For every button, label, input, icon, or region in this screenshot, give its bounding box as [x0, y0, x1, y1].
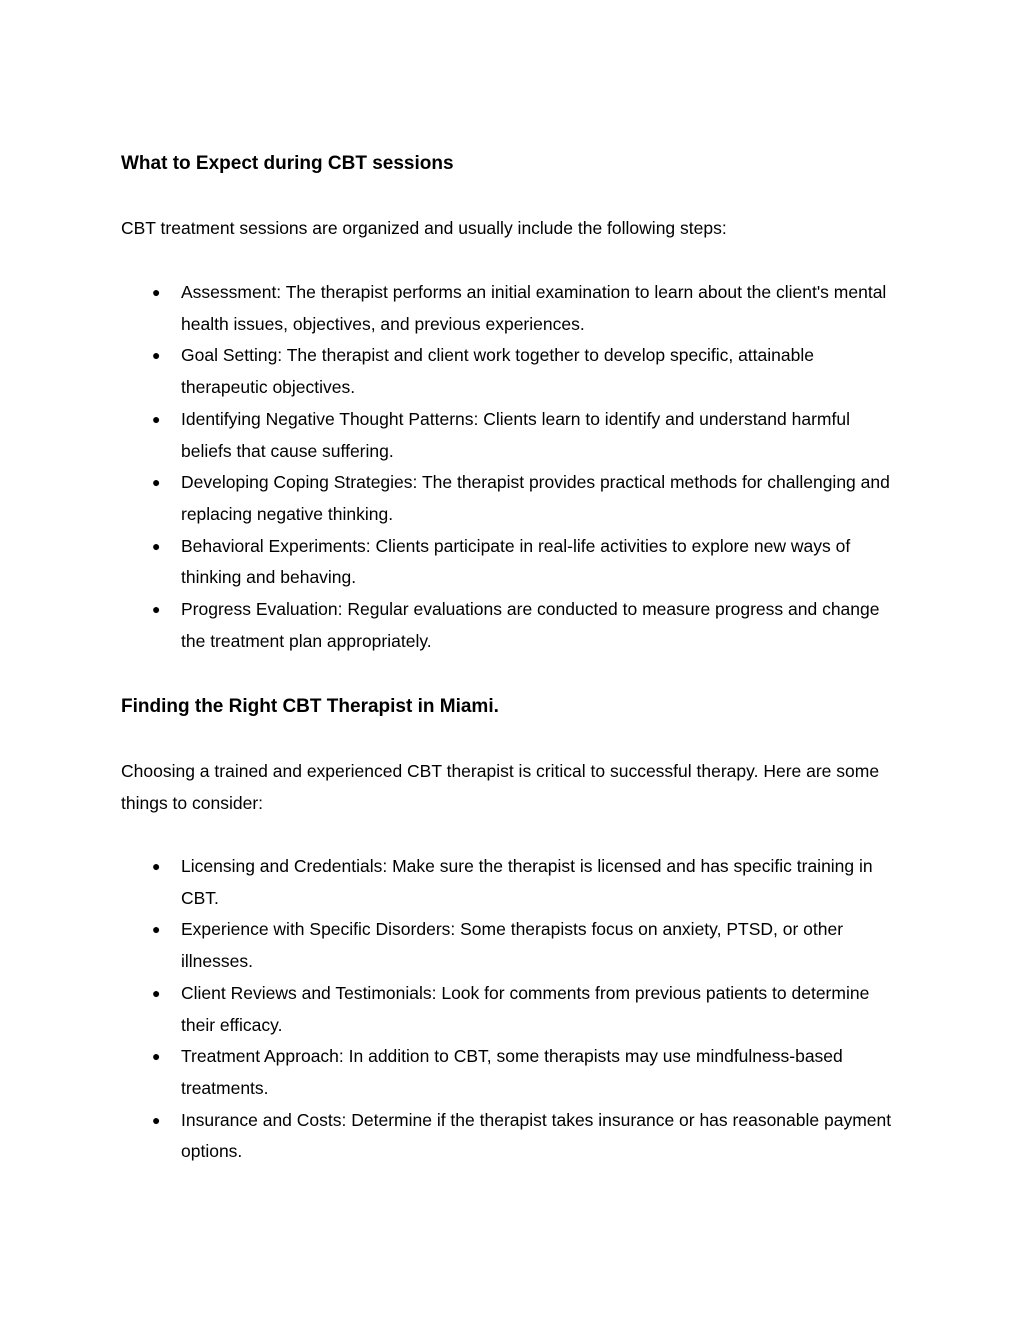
steps-list — [121, 277, 901, 657]
list-item-text: Behavioral Experiments: Clients participate in real-life activities to explore new ways of thinking and behaving. — [181, 535, 851, 588]
list-item-text: Assessment: The therapist performs an initial examination to learn about the client's mental health issues, objectives, and previous experiences. — [181, 282, 887, 334]
list-item — [121, 1041, 901, 1104]
list-item-text: Insurance and Costs: Determine if the therapist takes insurance or has reasonable payment options. — [181, 1109, 892, 1162]
section-intro-what-to-expect: CBT treatment sessions are organized and usually include the following steps: — [121, 218, 727, 238]
bullet-icon: ● — [152, 1111, 161, 1128]
list-item-text: Licensing and Credentials: Make sure the therapist is licensed and has specific training in CBT. — [181, 856, 873, 908]
section-intro-finding-therapist: Choosing a trained and experienced CBT therapist is critical to successful therapy. Here are some things to consider: — [121, 761, 880, 813]
list-item — [121, 914, 901, 977]
bullet-icon: ● — [152, 474, 161, 491]
list-item-text: Developing Coping Strategies: The therapist provides practical methods for challenging and replacing negative thinking. — [181, 472, 890, 524]
section-heading-finding-therapist: Finding the Right CBT Therapist in Miami. — [121, 696, 499, 717]
bullet-icon: ● — [152, 1048, 161, 1065]
section-heading-what-to-expect: What to Expect during CBT sessions — [121, 153, 454, 174]
bullet-icon: ● — [152, 601, 161, 618]
bullet-icon: ● — [152, 537, 161, 554]
list-item-text: Goal Setting: The therapist and client work together to develop specific, attainable therapeutic objectives. — [181, 345, 814, 398]
bullet-icon: ● — [152, 284, 161, 300]
list-item — [121, 277, 901, 340]
bullet-icon: ● — [152, 858, 161, 874]
list-item — [121, 851, 901, 914]
list-item-text: Client Reviews and Testimonials: Look for comments from previous patients to determine their efficacy. — [181, 982, 870, 1035]
list-item — [121, 531, 901, 594]
considerations-list — [121, 851, 901, 1168]
list-item — [121, 594, 901, 657]
list-item-text: Experience with Specific Disorders: Some therapists focus on anxiety, PTSD, or other illnesses. — [181, 919, 844, 972]
list-item — [121, 340, 901, 403]
list-item — [121, 1105, 901, 1168]
list-item-text: Treatment Approach: In addition to CBT, some therapists may use mindfulness-based treatments. — [181, 1046, 843, 1098]
list-item — [121, 404, 901, 467]
list-item-text: Progress Evaluation: Regular evaluations are conducted to measure progress and change the treatment plan appropriately. — [181, 599, 880, 651]
bullet-icon: ● — [152, 984, 161, 1001]
list-item-text: Identifying Negative Thought Patterns: Clients learn to identify and understand harmful beliefs that cause suffering. — [181, 408, 850, 461]
bullet-icon: ● — [152, 347, 161, 364]
list-item — [121, 467, 901, 530]
bullet-icon: ● — [152, 921, 161, 938]
list-item — [121, 978, 901, 1041]
bullet-icon: ● — [152, 410, 161, 427]
